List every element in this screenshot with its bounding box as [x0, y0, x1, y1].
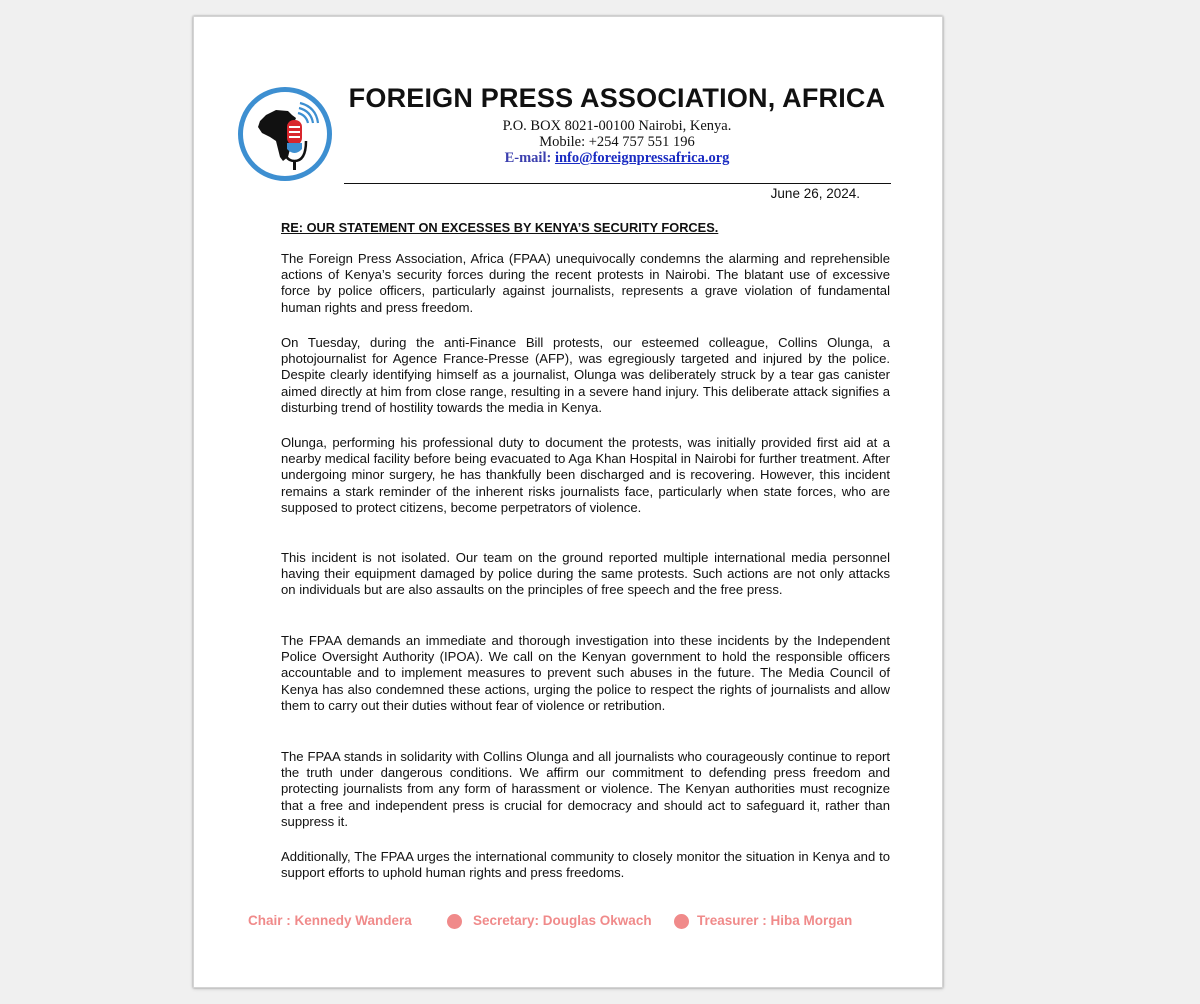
- paragraph-2: On Tuesday, during the anti-Finance Bill protests, our esteemed colleague, Collins Olunga, a photojournalist for Agence France-Presse (AFP), was egregiously targeted and injured by the police. Despite clearly identifying himself as a journalist, Olunga was deliberately struck by a tear gas canister aimed directly at him from close range, resulting in a severe hand injury. This deliberate attack signifies a disturbing trend of hostility towards the media in Kenya.: [281, 335, 890, 415]
- paragraph-1: The Foreign Press Association, Africa (FPAA) unequivocally condemns the alarming and reprehensible actions of Kenya’s security forces during the recent protests in Nairobi. The blatant use of excessive force by police officers, particularly against journalists, represents a grave violation of fundamental human rights and press freedom.: [281, 251, 890, 315]
- chair-name: Chair : Kennedy Wandera: [248, 913, 412, 928]
- treasurer-name: Treasurer : Hiba Morgan: [697, 913, 853, 928]
- email-link[interactable]: info@foreignpressafrica.org: [554, 150, 730, 166]
- header-divider: [344, 183, 891, 184]
- postal-address: P.O. BOX 8021-00100 Nairobi, Kenya.: [502, 118, 732, 134]
- fpaa-logo: [236, 85, 334, 183]
- email-label: E-mail:: [504, 150, 552, 166]
- paragraph-3: Olunga, performing his professional duty to document the protests, was initially provided first aid at a nearby medical facility before being evacuated to Aga Khan Hospital in Nairobi for further treatment. After undergoing minor surgery, he has thankfully been discharged and is recovering. However, this incident remains a stark reminder of the inherent risks journalists face, particularly when state forces, who are supposed to protect citizens, become perpetrators of violence.: [281, 435, 890, 515]
- paragraph-6: The FPAA stands in solidarity with Collins Olunga and all journalists who courageously continue to report the truth under dangerous conditions. We affirm our commitment to defending press freedom and protecting journalists from any form of harassment or violence. The Kenyan authorities must recognize that a free and independent press is crucial for democracy and should act to safeguard it, rather than suppress it.: [281, 749, 890, 829]
- bullet-dot-icon: [447, 914, 462, 929]
- secretary-name: Secretary: Douglas Okwach: [473, 913, 652, 928]
- organization-name: FOREIGN PRESS ASSOCIATION, AFRICA: [348, 83, 886, 113]
- mobile-number: Mobile: +254 757 551 196: [539, 134, 695, 150]
- paragraph-7: Additionally, The FPAA urges the international community to closely monitor the situation in Kenya and to support efforts to uphold human rights and press freedoms.: [281, 849, 890, 881]
- document-page: [193, 16, 943, 988]
- bullet-dot-icon: [674, 914, 689, 929]
- officials-footer: [248, 911, 888, 931]
- subject-line: RE: OUR STATEMENT ON EXCESSES BY KENYA’S SECURITY FORCES.: [281, 220, 719, 235]
- email-line: [344, 150, 890, 167]
- paragraph-4: This incident is not isolated. Our team on the ground reported multiple international media personnel having their equipment damaged by police during the same protests. Such actions are not only attacks on individuals but are also assaults on the principles of free speech and the free press.: [281, 550, 890, 598]
- statement-date: June 26, 2024.: [770, 186, 860, 201]
- africa-microphone-logo-icon: [236, 85, 334, 183]
- paragraph-5: The FPAA demands an immediate and thorough investigation into these incidents by the Independent Police Oversight Authority (IPOA). We call on the Kenyan government to hold the responsible officers accountable and to implement measures to prevent such abuses in the future. The Media Council of Kenya has also condemned these actions, urging the police to respect the rights of journalists and allow them to carry out their duties without fear of violence or retribution.: [281, 633, 890, 713]
